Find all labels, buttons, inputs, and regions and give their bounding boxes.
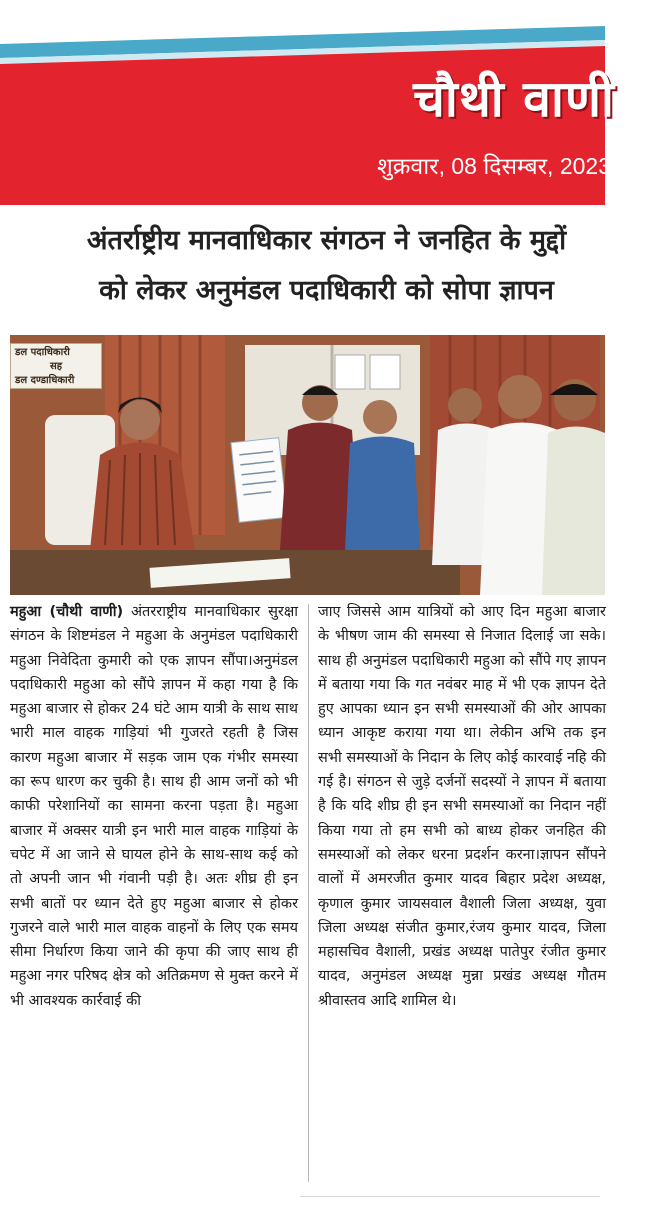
article-text-left: अंतरराष्ट्रीय मानवाधिकार सुरक्षा संगठन के शिष्टमंडल ने महुआ के अनुमंडल पदाधिकारी महुआ निवेदिता कुमारी को एक ज्ञापन सौंपा।अनुमंडल पदाधिकारी महुआ को सौंपे ज्ञापन में कहा गया है कि महुआ बाजार से होकर 24 घंटे आम यात्री के साथ साथ भारी माल वाहक गाड़ियां भी गुजरते रहती है जिस कारण महुआ बाजार में सड़क जाम एक गंभीर समस्या का रूप धारण कर चुकी है। साथ ही आम जनों को भी काफी परेशानियों का सामना करना पड़ता है। महुआ बाजार में अक्सर यात्री इन भारी माल वाहक गाड़ियां के चपेट में आ जाने से घायल होने के साथ-साथ कई को तो अपनी जान भी गंवानी पड़ी है। अतः शीघ्र ही इन सभी बातों पर ध्यान देते हुए महुआ बाजार से होकर गुजरने वाले भारी माल वाहक वाहनों के लिए एक समय सीमा निर्धारण किया जाने की कृपा की जाए साथ ही महुआ नगर परिषद क्षेत्र को अतिक्रमण से मुक्त करने में भी आवश्यक कार्रवाई की	[10, 604, 298, 1009]
article-text-right: जाए जिससे आम यात्रियों को आए दिन महुआ बाजार के भीषण जाम की समस्या से निजात दिलाई जा सके। साथ ही अनुमंडल पदाधिकारी महुआ को सौंपे गए ज्ञापन में बताया गया कि गत नवंबर माह में भी एक ज्ञापन देते हुए आपका ध्यान इन सभी समस्याओं की ओर आपका ध्यान आकृष्ट कराया गया था। लेकीन अभि तक इन सभी समस्याओं के निदान के लिए कोई कारवाई नहि की गई है। संगठन से जुड़े दर्जनों सदस्यों ने ज्ञापन में बताया है कि यदि शीघ्र ही इन सभी समस्याओं का निदान नहीं किया गया तो हम सभी को बाध्य होकर जनहित की समस्याओं को लेकर धरना प्रदर्शन करना।ज्ञापन सौंपने वालों में अमरजीत कुमार यादव बिहार प्रदेश अध्यक्ष, कृणाल कुमार जायसवाल वैशाली जिला अध्यक्ष, युवा जिला अध्यक्ष संजीत कुमार,रंजय कुमार यादव, जिला महासचिव वैशाली, प्रखंड अध्यक्ष पातेपुर रंजीत कुमार यादव, अनुमंडल अध्यक्ष मुन्ना प्रखंड अध्यक्ष गौतम श्रीवास्तव आदि शामिल थे।	[318, 604, 606, 1009]
column-divider	[308, 604, 309, 1182]
article-body	[10, 600, 610, 1192]
office-nameplate	[10, 343, 102, 389]
newspaper-title: चौथी वाणी	[413, 70, 615, 128]
headline	[0, 216, 653, 316]
next-article-edge	[300, 1196, 600, 1217]
nameplate-line-2: सह	[49, 361, 63, 372]
article-dateline: महुआ (चौथी वाणी)	[10, 604, 124, 620]
photo-memorandum	[231, 438, 287, 523]
headline-line-2: को लेकर अनुमंडल पदाधिकारी को सोपा ज्ञापन	[99, 275, 554, 306]
nameplate-line-1: डल पदाधिकारी	[15, 347, 70, 358]
nameplate-line-3: डल दण्डाधिकारी	[15, 375, 75, 386]
headline-line-1: अंतर्राष्ट्रीय मानवाधिकार संगठन ने जनहित के मुद्दों	[86, 225, 567, 256]
publication-date: शुक्रवार, 08 दिसम्बर, 2023	[377, 153, 611, 179]
news-photo	[10, 335, 605, 595]
article-column-left	[10, 600, 298, 1013]
article-column-right	[318, 600, 606, 1013]
masthead	[0, 0, 653, 205]
